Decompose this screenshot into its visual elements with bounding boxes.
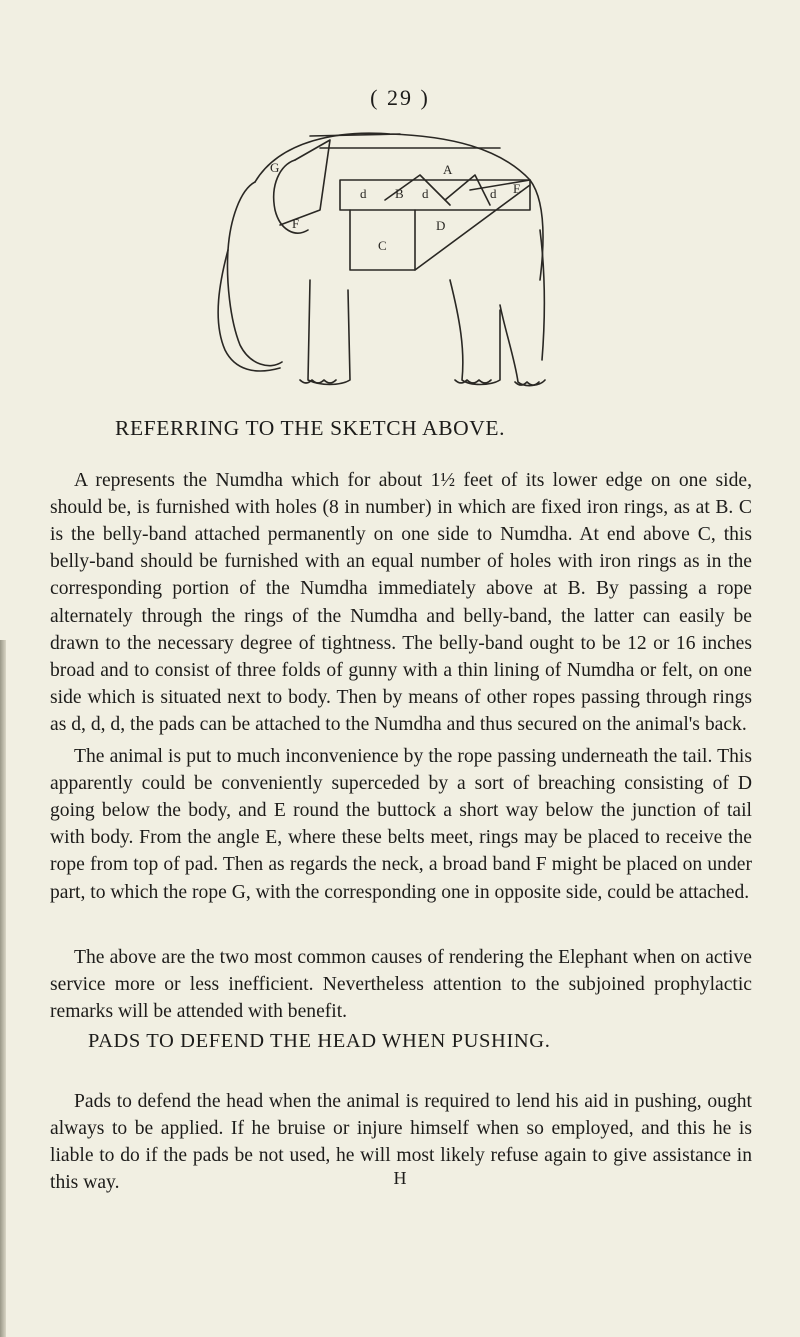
rope-G [310, 134, 400, 136]
elephant-tail [540, 230, 544, 360]
sketch-label-A: A [443, 162, 453, 177]
page-number: ( 29 ) [370, 85, 430, 110]
sketch-label-B: B [395, 186, 404, 201]
elephant-head-outline [228, 182, 283, 366]
sketch-label-d2: d [422, 186, 429, 201]
elephant-sketch-drawing [200, 130, 570, 400]
signature-mark: H [393, 1168, 407, 1188]
front-foot [300, 380, 336, 383]
elephant-hind-leg [450, 280, 500, 385]
page-edge-shadow [0, 640, 6, 1337]
section-heading-pads: PADS TO DEFEND THE HEAD WHEN PUSHING. [88, 1030, 551, 1052]
elephant-front-leg [308, 280, 350, 385]
hind-foot [455, 380, 491, 383]
sketch-label-F: F [292, 216, 300, 231]
paragraph-breaching: The animal is put to much inconvenience by the rope passing underneath the tail. This apparently could be conveniently superceded by a sort of breaching consisting of D going below the body, and E round the buttock a short way below the junction of tail with body. From the angle E, where these belts meet, rings may be placed to receive the rope from top of pad. Then as regards the neck, a broad band F might be placed on under part, to which the rope G, with the corresponding one in opposite side, could be attached. [50, 745, 752, 903]
sketch-label-C: C [378, 238, 387, 253]
sketch-label-D: D [436, 218, 446, 233]
elephant-hind-leg-2 [500, 305, 545, 386]
neck-band-F [280, 140, 330, 225]
sketch-label-G: G [270, 160, 280, 175]
paragraph-numdha: A represents the Numdha which for about 1½ feet of its lower edge on one side, should be, is furnished with holes (8 in number) in which are fixed iron rings, as at B. C is the belly-band attached permanently on one side to Numdha. At end above C, this belly-band should be furnished with an equal number of holes with iron rings as in the corresponding portion of the Numdha immediately above at B. By passing a rope alternately through the rings of the Numdha and belly-band, the latter can easily be drawn to the necessary degree of tightness. The belly-band ought to be 12 or 16 inches broad and to consist of three folds of gunny with a thin lining of Numdha or felt, on one side which is situated next to body. Then by means of other ropes passing through rings as d, d, d, the pads can be attached to the Numdha and thus secured on the animal's back. [50, 469, 752, 736]
elephant-harness-sketch [200, 130, 570, 400]
sketch-label-d3: d [490, 186, 497, 201]
paragraph-causes: The above are the two most common causes of rendering the Elephant when on active service more or less inefficient. Nevertheless attention to the subjoined prophylactic remarks will be attended with benefit. [50, 946, 752, 1022]
paragraph-pads: Pads to defend the head when the animal is required to lend his aid in pushing, ought always to be applied. If he bruise or injure himself when so employed, and this he is liable to do if the pads be not used, he will most likely refuse again to give assistance in this way. [50, 1090, 752, 1194]
breaching-D [415, 185, 530, 270]
sketch-label-d: d [360, 186, 367, 201]
section-heading-sketch: REFERRING TO THE SKETCH ABOVE. [115, 416, 506, 440]
sketch-label-E: E [513, 181, 521, 196]
